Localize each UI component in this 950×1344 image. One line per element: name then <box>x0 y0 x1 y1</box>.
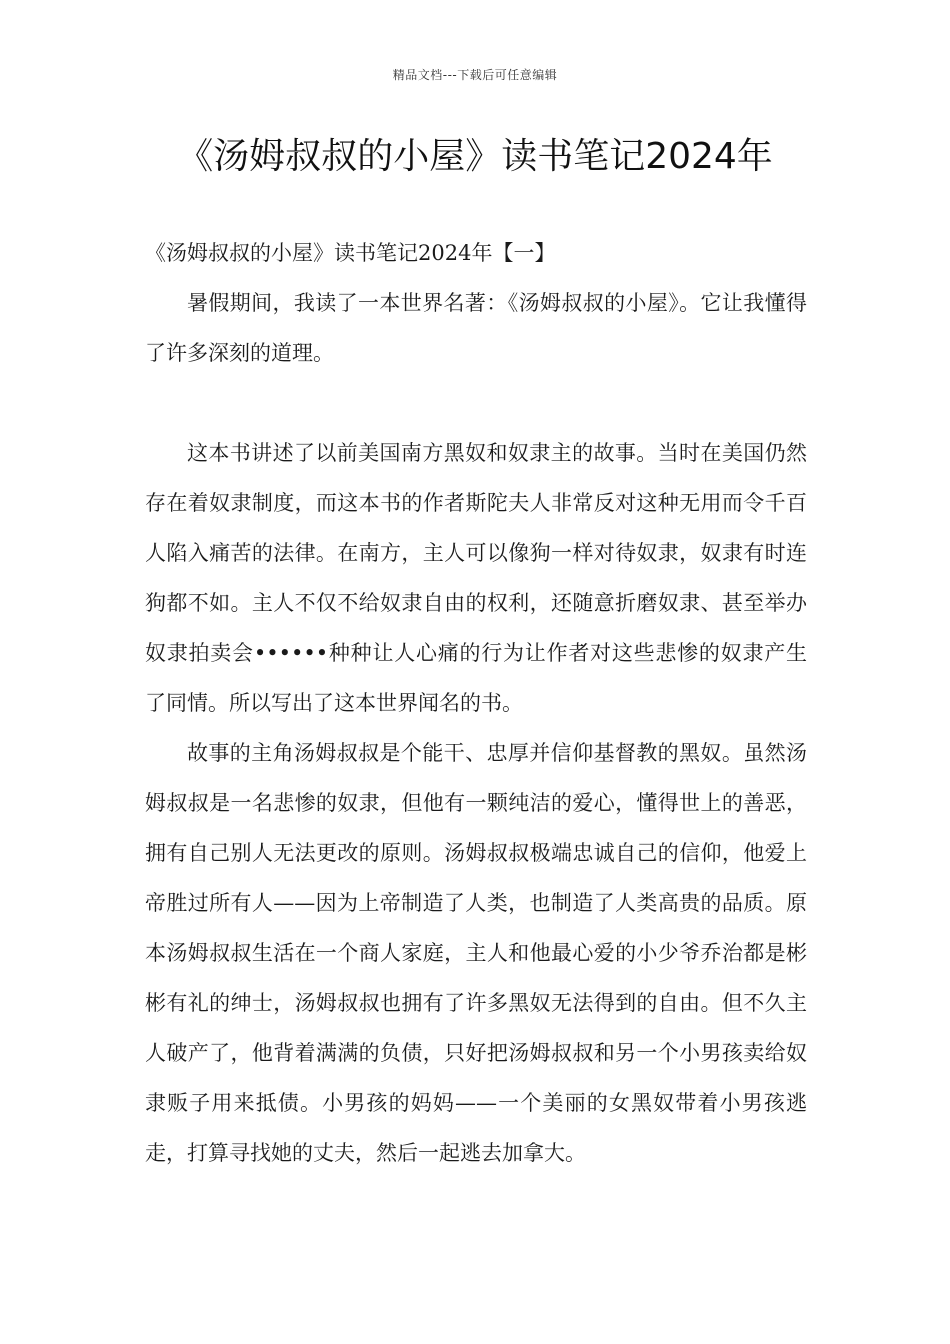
paragraph-spacer <box>145 378 807 428</box>
document-body <box>145 228 807 1178</box>
section-heading: 《汤姆叔叔的小屋》读书笔记2024年【一】 <box>145 241 556 265</box>
header-note: 精品文档---下载后可任意编辑 <box>392 68 558 82</box>
document-title: 《汤姆叔叔的小屋》读书笔记2024年 <box>177 136 773 177</box>
paragraph-2: 这本书讲述了以前美国南方黑奴和奴隶主的故事。当时在美国仍然存在着奴隶制度，而这本书的作者斯陀夫人非常反对这种无用而令千百人陷入痛苦的法律。在南方，主人可以像狗一样对待奴隶，奴隶有时连狗都不如。主人不仅不给奴隶自由的权利，还随意折磨奴隶、甚至举办奴隶拍卖会••••••种种让人心痛的行为让作者对这些悲惨的奴隶产生了同情。所以写出了这本世界闻名的书。 <box>145 441 807 715</box>
paragraph-1: 暑假期间，我读了一本世界名著：《汤姆叔叔的小屋》。它让我懂得了许多深刻的道理。 <box>145 291 807 365</box>
paragraph-3: 故事的主角汤姆叔叔是个能干、忠厚并信仰基督教的黑奴。虽然汤姆叔叔是一名悲惨的奴隶，但他有一颗纯洁的爱心，懂得世上的善恶，拥有自己别人无法更改的原则。汤姆叔叔极端忠诚自己的信仰，他爱上帝胜过所有人——因为上帝制造了人类，也制造了人类高贵的品质。原本汤姆叔叔生活在一个商人家庭，主人和他最心爱的小少爷乔治都是彬彬有礼的绅士，汤姆叔叔也拥有了许多黑奴无法得到的自由。但不久主人破产了，他背着满满的负债，只好把汤姆叔叔和另一个小男孩卖给奴隶贩子用来抵债。小男孩的妈妈——一个美丽的女黑奴带着小男孩逃走，打算寻找她的丈夫，然后一起逃去加拿大。 <box>145 741 807 1165</box>
